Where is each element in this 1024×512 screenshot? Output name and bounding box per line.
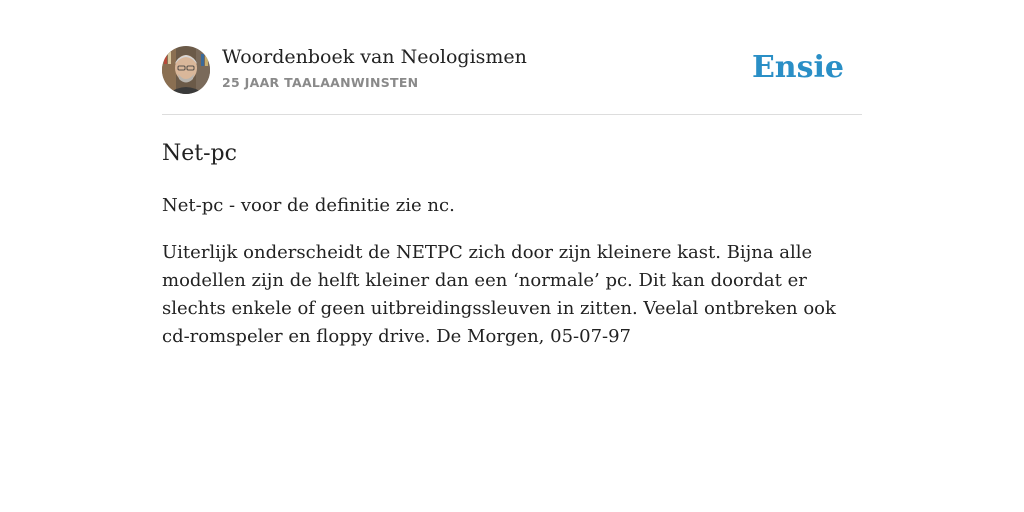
source-title[interactable]: Woordenboek van Neologismen	[222, 46, 527, 68]
ensie-logo-link[interactable]: Ensie	[751, 50, 844, 85]
author-avatar	[162, 46, 210, 94]
entry-card	[162, 46, 862, 351]
source-header	[162, 46, 862, 115]
source-subtitle: 25 JAAR TAALAANWINSTEN	[222, 75, 419, 90]
entry-title: Net-pc	[162, 141, 237, 166]
entry-definition: Net-pc - voor de definitie zie nc.	[162, 195, 455, 216]
entry-quote: Uiterlijk onderscheidt de NETPC zich door zijn kleinere kast. Bijna alle modellen zijn de helft kleiner dan een ‘normale’ pc. Dit kan doordat er slechts enkele of geen uitbreidingssleuven in zitten. Veelal ontbreken ook cd-romspeler en floppy drive. De Morgen, 05-07-97	[162, 242, 836, 347]
